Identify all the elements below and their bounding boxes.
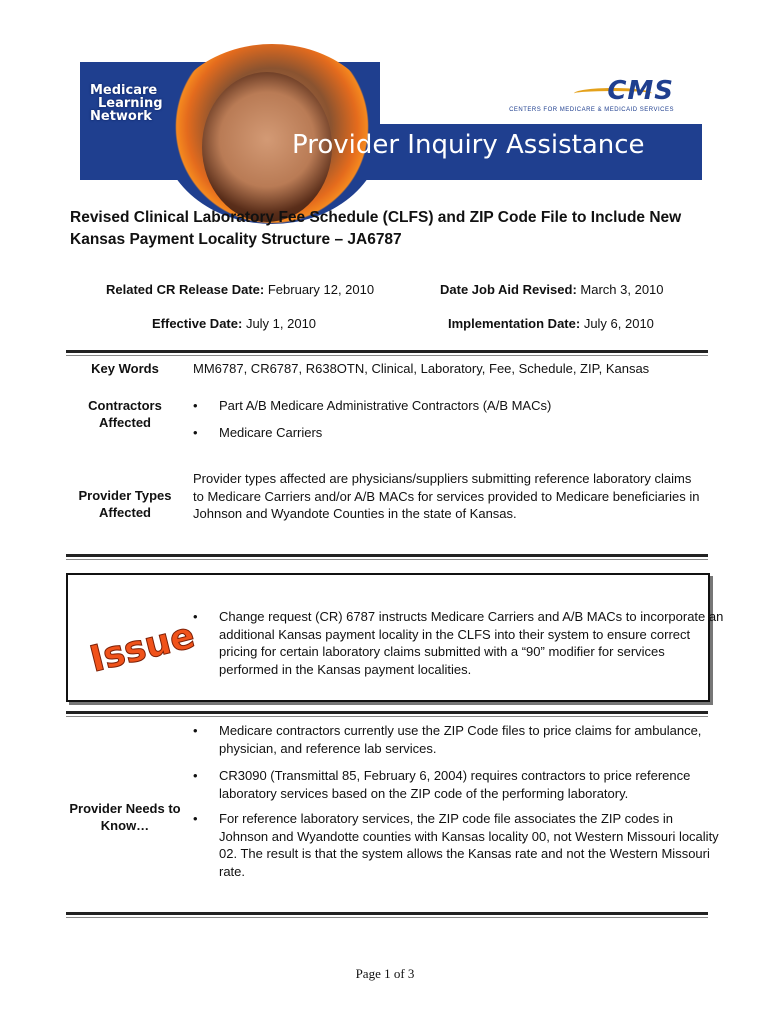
cr-release-date: Related CR Release Date: February 12, 2010 bbox=[106, 282, 375, 297]
job-aid-revised-date: Date Job Aid Revised: March 3, 2010 bbox=[440, 282, 664, 297]
list-item: • Medicare Carriers bbox=[193, 424, 724, 442]
header-banner bbox=[80, 62, 702, 180]
section-divider bbox=[66, 711, 708, 717]
provider-needs-to-know-label: Provider Needs to Know… bbox=[69, 801, 181, 833]
list-item: • CR3090 (Transmittal 85, February 6, 2004) requires contractors to price reference laboratory services based on the ZIP code of the performing laboratory. bbox=[193, 767, 724, 802]
cms-subtitle: CENTERS FOR MEDICARE & MEDICAID SERVICES bbox=[509, 107, 674, 113]
contractors-affected-label: Contractors Affected bbox=[88, 398, 162, 430]
provider-types-text: Provider types affected are physicians/suppliers submitting reference laboratory claims to Medicare Carriers and/or A/B MACs for services provided to Medicare beneficiaries in Johnson and Wyandote Counties in the state of Kansas. bbox=[193, 471, 700, 521]
effective-date: Effective Date: July 1, 2010 bbox=[152, 316, 317, 331]
section-divider bbox=[66, 912, 708, 918]
list-item: • Medicare contractors currently use the ZIP Code files to price claims for ambulance, physician, and reference lab services. bbox=[193, 722, 724, 757]
page-number: Page 1 of 3 bbox=[355, 966, 415, 981]
key-words-label: Key Words bbox=[91, 361, 159, 376]
provider-types-label: Provider Types Affected bbox=[78, 488, 172, 520]
list-item: • Change request (CR) 6787 instructs Medicare Carriers and A/B MACs to incorporate an additional Kansas payment locality in the CLFS into their system to ensure correct pricing for certain laboratory claims submitted with a “90” modifier for services performed in the Kansas payment localities. bbox=[193, 608, 724, 678]
cms-logo-panel bbox=[380, 62, 702, 124]
list-item: • Part A/B Medicare Administrative Contractors (A/B MACs) bbox=[193, 397, 724, 415]
list-item: • For reference laboratory services, the ZIP code file associates the ZIP codes in Johnson and Wyandotte counties with Kansas locality 00, not Western Missouri locality 02. The result is that the system allows the Kansas rate and not the Western Missouri rate. bbox=[193, 810, 724, 880]
key-words-value: MM6787, CR6787, R638OTN, Clinical, Laboratory, Fee, Schedule, ZIP, Kansas bbox=[193, 361, 650, 376]
section-divider bbox=[66, 554, 708, 560]
cms-logo: CMS bbox=[607, 76, 674, 106]
document-title: Revised Clinical Laboratory Fee Schedule (CLFS) and ZIP Code File to Include New Kansas Payment Locality Structure – JA6787 bbox=[70, 209, 682, 248]
implementation-date: Implementation Date: July 6, 2010 bbox=[448, 316, 654, 331]
issue-graphic bbox=[80, 596, 199, 681]
banner-title: Provider Inquiry Assistance bbox=[292, 130, 645, 160]
issue-art-text: Issue bbox=[85, 615, 199, 681]
section-divider bbox=[66, 350, 708, 356]
medicare-learning-network-logo: Medicare Learning Network bbox=[90, 83, 163, 124]
